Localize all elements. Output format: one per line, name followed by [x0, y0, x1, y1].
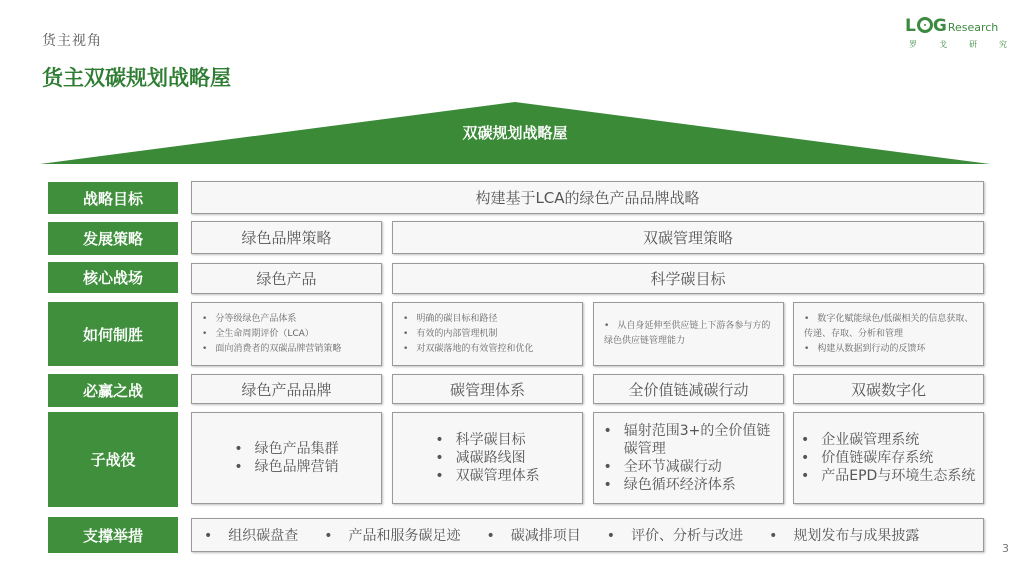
row-label-sub-battles: 子战役 — [48, 412, 178, 507]
row-label-how-to-win: 如何制胜 — [48, 302, 178, 366]
list-item: • 绿色循环经济体系 — [604, 476, 774, 494]
logo-subtitle: 罗 戈 研 究 — [909, 40, 1007, 49]
support-item: • 组织碳盘查 — [204, 525, 298, 545]
support-box — [191, 518, 984, 552]
list-item: • 有效的内部管理机制 — [403, 327, 533, 342]
row-label-core-field: 核心战场 — [48, 262, 178, 293]
header-subtitle: 货主视角 — [42, 33, 102, 49]
must-win-cell: 碳管理体系 — [392, 374, 583, 404]
row-label-support: 支撑举措 — [48, 517, 178, 553]
list-item: • 构建从数据到行动的反馈环 — [804, 342, 979, 357]
sub-battle-cell — [392, 412, 583, 504]
list-item: • 面向消费者的双碳品牌营销策略 — [202, 342, 341, 357]
sub-battle-list — [604, 422, 774, 494]
list-item: • 价值链碳库存系统 — [801, 449, 976, 467]
core-field-cell: 绿色产品 — [191, 263, 382, 294]
list-item: • 科学碳目标 — [435, 431, 539, 449]
how-to-win-cell — [392, 302, 583, 366]
list-item: • 绿色产品集群 — [234, 440, 338, 458]
list-item: • 辐射范围3+的全价值链碳管理 — [604, 422, 774, 458]
list-item: • 全环节减碳行动 — [604, 458, 774, 476]
list-item: • 数字化赋能绿色/低碳相关的信息获取、传递、存取、分析和管理 — [804, 312, 979, 342]
logo-word-rest: Research — [947, 21, 999, 34]
roof-label: 双碳规划战略屋 — [462, 124, 568, 142]
list-item: • 从自身延伸至供应链上下游各参与方的绿色供应链管理能力 — [604, 319, 774, 349]
how-to-win-cell — [191, 302, 382, 366]
sub-battle-list — [801, 431, 976, 485]
strategy-goal-box: 构建基于LCA的绿色产品品牌战略 — [191, 181, 984, 214]
logo — [905, 16, 1015, 62]
how-to-win-cell — [593, 302, 784, 366]
page-title: 货主双碳规划战略屋 — [42, 66, 231, 90]
list-item: • 企业碳管理系统 — [801, 431, 976, 449]
list-item: • 产品EPD与环境生态系统 — [801, 467, 976, 485]
sub-battle-cell — [593, 412, 784, 504]
page-number: 3 — [1002, 542, 1009, 555]
core-field-cell: 科学碳目标 — [392, 263, 984, 294]
logo-target-icon — [917, 17, 933, 33]
list-item: • 双碳管理体系 — [435, 467, 539, 485]
support-item: • 评价、分析与改进 — [607, 525, 743, 545]
row-label-strategy-goal: 战略目标 — [48, 182, 178, 214]
how-to-win-cell — [793, 302, 984, 366]
list-item: • 减碳路线图 — [435, 449, 539, 467]
sub-battle-list — [435, 431, 539, 485]
list-item: • 绿色品牌营销 — [234, 458, 338, 476]
list-item: • 明确的碳目标和路径 — [403, 312, 533, 327]
list-item: • 全生命周期评价（LCA） — [202, 327, 341, 342]
must-win-cell: 绿色产品品牌 — [191, 374, 382, 404]
dev-strategy-cell: 绿色品牌策略 — [191, 221, 382, 254]
sub-battle-cell — [191, 412, 382, 504]
must-win-cell: 双碳数字化 — [793, 374, 984, 404]
must-win-cell: 全价值链减碳行动 — [593, 374, 784, 404]
dev-strategy-cell: 双碳管理策略 — [392, 221, 984, 254]
sub-battle-list — [234, 440, 338, 476]
row-label-dev-strategy: 发展策略 — [48, 222, 178, 255]
list-item: • 对双碳落地的有效管控和优化 — [403, 342, 533, 357]
how-to-win-list — [202, 312, 341, 357]
how-to-win-list — [604, 319, 774, 349]
how-to-win-list — [403, 312, 533, 357]
logo-letter-l: L — [905, 16, 917, 36]
sub-battle-cell — [793, 412, 984, 504]
support-item: • 规划发布与成果披露 — [769, 525, 919, 545]
support-item: • 碳减排项目 — [487, 525, 581, 545]
how-to-win-list — [804, 312, 979, 357]
row-label-must-win: 必赢之战 — [48, 374, 178, 407]
list-item: • 分等级绿色产品体系 — [202, 312, 341, 327]
support-item: • 产品和服务碳足迹 — [324, 525, 460, 545]
logo-letter-g: G — [932, 16, 948, 36]
